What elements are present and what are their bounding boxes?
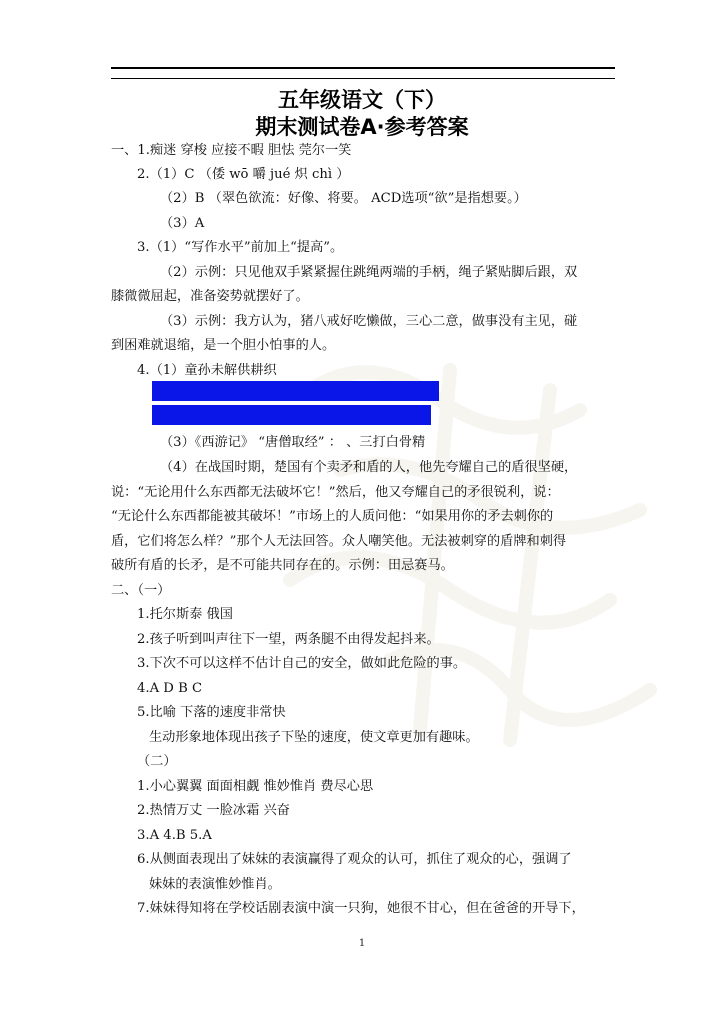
answer-line: 5.比喻 下落的速度非常快 <box>137 705 286 720</box>
header-rule-top <box>111 67 615 69</box>
section-heading: 二、（一） <box>111 583 171 598</box>
answer-line: （4）在战国时期，楚国有个卖矛和盾的人，他先夸耀自己的盾很坚硬， <box>160 460 578 475</box>
answer-line: 膝微微屈起，准备姿势就摆好了。 <box>111 289 309 304</box>
answer-line: 2.孩子听到叫声往下一望，两条腿不由得发起抖来。 <box>137 632 440 647</box>
answer-line: 盾，它们将怎么样？”那个人无法回答。众人嘲笑他。无法被刺穿的盾牌和刺得 <box>111 534 567 549</box>
header-rule-bottom <box>111 78 615 79</box>
answer-line: 4.A D B C <box>137 681 203 696</box>
section-heading: （二） <box>137 754 177 769</box>
answer-line: 6.从侧面表现出了妹妹的表演赢得了观众的认可，抓住了观众的心，强调了 <box>137 852 572 867</box>
answer-line: 4.（1）童孙未解供耕织 <box>137 363 277 378</box>
highlighted-answer-line: （2）华讽应期米满盈，向梅落口伐枝满。 <box>152 381 439 401</box>
answer-line: 到困难就退缩，是一个胆小怕事的人。 <box>111 338 336 353</box>
answer-line: 妹妹的表演惟妙惟肖。 <box>149 877 281 892</box>
answer-line: （2）B （翠色欲流：好像、将要。 ACD选项“欲”是指想要。） <box>160 191 527 206</box>
answer-line: 1.托尔斯泰 俄国 <box>137 607 233 622</box>
page-number: 1 <box>358 938 366 949</box>
answer-line: 3.下次不可以这样不估计自己的安全，做如此危险的事。 <box>137 656 467 671</box>
answer-line: 7.妹妹得知将在学校话剧表演中演一只狗，她很不甘心，但在爸爸的开导下， <box>137 901 585 916</box>
answer-line: 生动形象地体现出孩子下坠的速度，使文章更加有趣味。 <box>149 730 479 745</box>
answer-line: 破所有盾的长矛，是不可能共同存在的。示例：田忌赛马。 <box>111 558 454 573</box>
answer-line: （3）《西游记》 “唐僧取经” ： 、三打白骨精 <box>160 435 426 450</box>
document-title: 五年级语文（下） <box>278 88 446 112</box>
highlighted-answer-line: 颇拉石战穿金甲，不破楼兰终不还。 <box>152 405 431 425</box>
answer-line: 3.（1）“写作水平”前加上“提高”。 <box>137 240 344 255</box>
answer-line: （2）示例：只见他双手紧紧握住跳绳两端的手柄，绳子紧贴脚后跟，双 <box>160 265 578 280</box>
answer-line: “无论什么东西都能被其破坏！”市场上的人质问他：“如果用你的矛去刺你的 <box>111 509 554 524</box>
answer-line: 1.小心翼翼 面面相觑 惟妙惟肖 费尽心思 <box>137 779 374 794</box>
answer-line: 2.（1）C （倭 wō 嚼 jué 炽 chì ） <box>137 167 350 182</box>
document-subtitle: 期末测试卷A·参考答案 <box>255 115 469 139</box>
answer-line: 3.A 4.B 5.A <box>137 828 212 843</box>
answer-line: 说：“无论用什么东西都无法破坏它！”然后，他又夸耀自己的矛很锐利，说： <box>111 485 560 500</box>
answer-line: （3）示例：我方认为，猪八戒好吃懒做，三心二意，做事没有主见，碰 <box>160 314 578 329</box>
answer-line: （3）A <box>160 216 205 231</box>
answer-line: 2.热情万丈 一脸冰霜 兴奋 <box>137 803 290 818</box>
answer-line: 一、1.痴迷 穿梭 应接不暇 胆怯 莞尔一笑 <box>111 143 352 158</box>
